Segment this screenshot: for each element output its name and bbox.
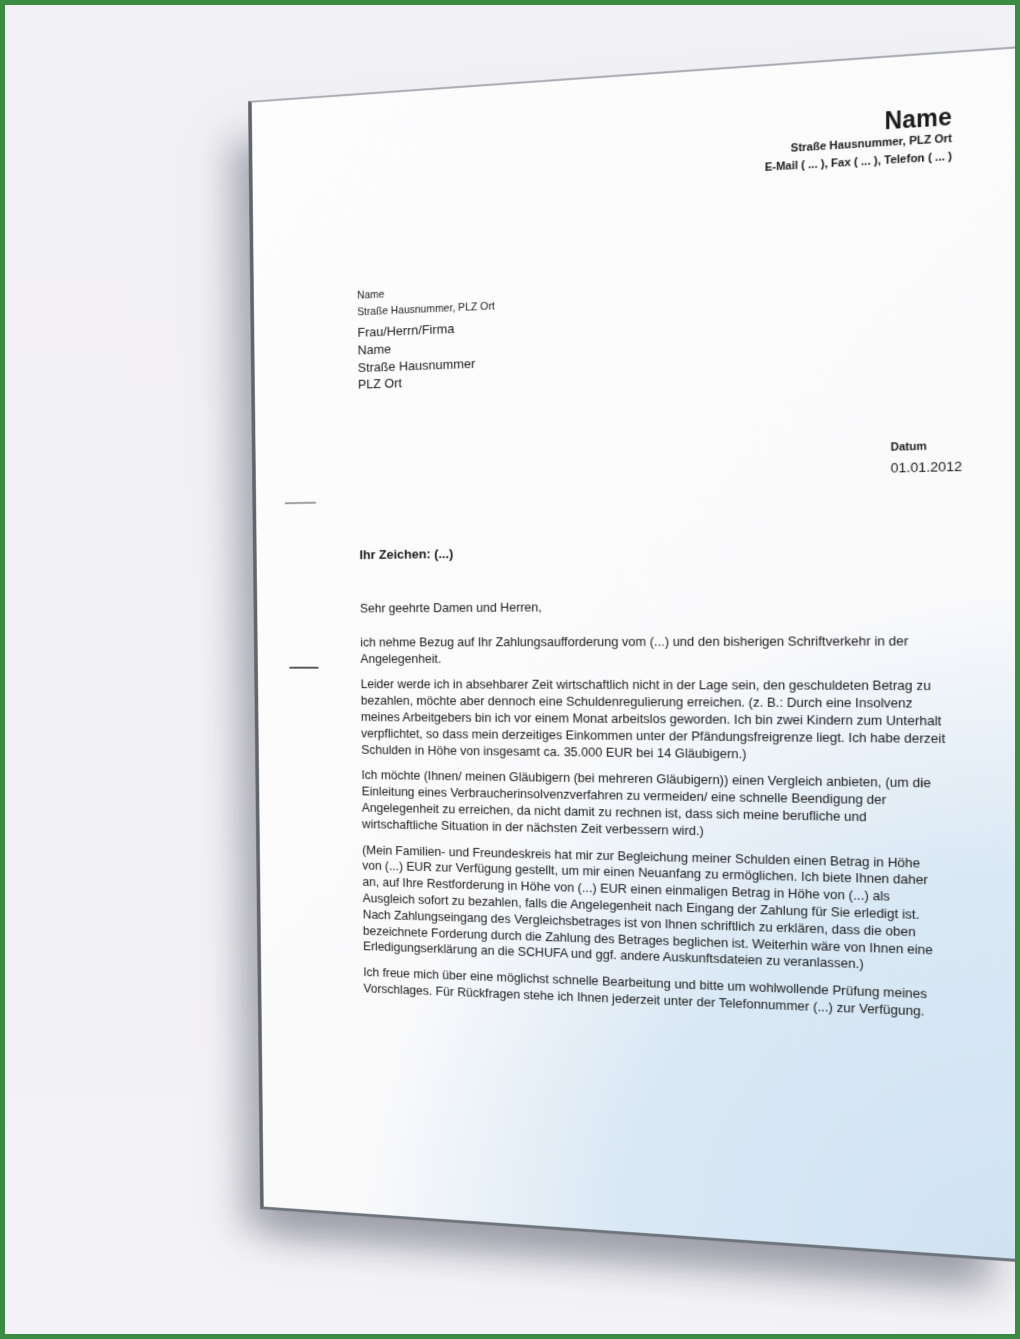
document-background	[5, 5, 1015, 1334]
paragraph: Ich freue mich über eine möglichst schnelle Bearbeitung und bitte um wohlwollende Prüfung meines Vorschlages. Für Rückfragen stehe ich Ihnen jederzeit unter der Telefonnummer (...) zur Verfügung.	[363, 964, 928, 1019]
recipient-line: Frau/Herrn/Firma	[357, 321, 455, 340]
sender-name: Name	[357, 288, 385, 302]
date-value: 01.01.2012	[890, 458, 963, 476]
recipient-line: Name	[357, 341, 392, 358]
sender-block	[357, 282, 495, 321]
letterhead-address: Straße Hausnummer, PLZ Ort	[790, 132, 953, 156]
paragraph: Ich möchte (Ihnen/ meinen Gläubigern (bei mehreren Gläubigern)) einen Vergleich anbieten, (um die Einleitung eines Verbraucherinsolvenzverfahren zu vermeiden/ eine schnelle Beendigung der Angelegenheit zu erreichen, da nicht damit zu rechnen ist, dass sich meine berufliche und wirtschaftliche Situation in der nächsten Zeit verbessern wird.)	[361, 767, 931, 838]
recipient-line: Straße Hausnummer	[357, 355, 476, 375]
hole-punch-mark	[289, 667, 318, 669]
letterhead	[765, 104, 953, 178]
paragraph: (Mein Familien- und Freundeskreis hat mir zur Begleichung meiner Schulden einen Betrag in Höhe von (...) EUR zur Verfügung gestellt, um mir einen Neuanfang zu ermöglichen. Ich biete Ihnen daher an, auf Ihre Restforderung in Höhe von (...) EUR einen einmaligen Betrag in Höhe von (...) als Ausgleich sofort zu bezahlen, falls die Angelegenheit nach Eingang der Zahlung für Sie erledigt ist. Nach Zahlungseingang des Vergleichsbetrages ist von Ihnen schriftlich zu erklären, dass die oben bezeichnete Forderung durch die Zahlung des Betrages beglichen ist. Weiterhin wäre von Ihnen eine Erledigungserklärung an die SCHUFA und ggf. andere Auskunftsdateien zu veranlassen.)	[362, 842, 933, 972]
paragraph: ich nehme Bezug auf Ihr Zahlungsaufforderung vom (...) und den bisherigen Schriftverkehr in der Angelegenheit.	[360, 632, 909, 666]
salutation: Sehr geehrte Damen und Herren,	[359, 599, 542, 616]
reference-line: Ihr Zeichen: (...)	[359, 546, 454, 563]
date-block	[891, 440, 963, 476]
recipient-line: PLZ Ort	[357, 375, 402, 393]
letterhead-contact: E-Mail ( ... ), Fax ( ... ), Telefon ( ... )	[764, 150, 953, 175]
sender-address: Straße Hausnummer, PLZ Ort	[357, 299, 495, 318]
letterhead-name: Name	[884, 102, 953, 135]
letter-body	[360, 597, 946, 1032]
date-label: Datum	[890, 440, 927, 454]
recipient-block	[357, 319, 475, 394]
letter-page	[248, 46, 1015, 1262]
fold-mark	[285, 502, 316, 505]
paragraph: Leider werde ich in absehbarer Zeit wirtschaftlich nicht in der Lage sein, den geschuldeten Betrag zu bezahlen, möchte aber dennoch eine Schuldenregulierung erreichen. (z. B.: Durch eine Insolvenz meines Arbeitgebers bin ich vor einem Monat arbeitslos geworden. Ich bin zwei Kindern zum Unterhalt verpflichtet, so dass mein derzeitiges Einkommen unter der Pfändungsfreigrenze liegt. Ich habe derzeit Schulden in Höhe von insgesamt ca. 35.000 EUR bei 14 Gläubigern.)	[360, 676, 946, 761]
